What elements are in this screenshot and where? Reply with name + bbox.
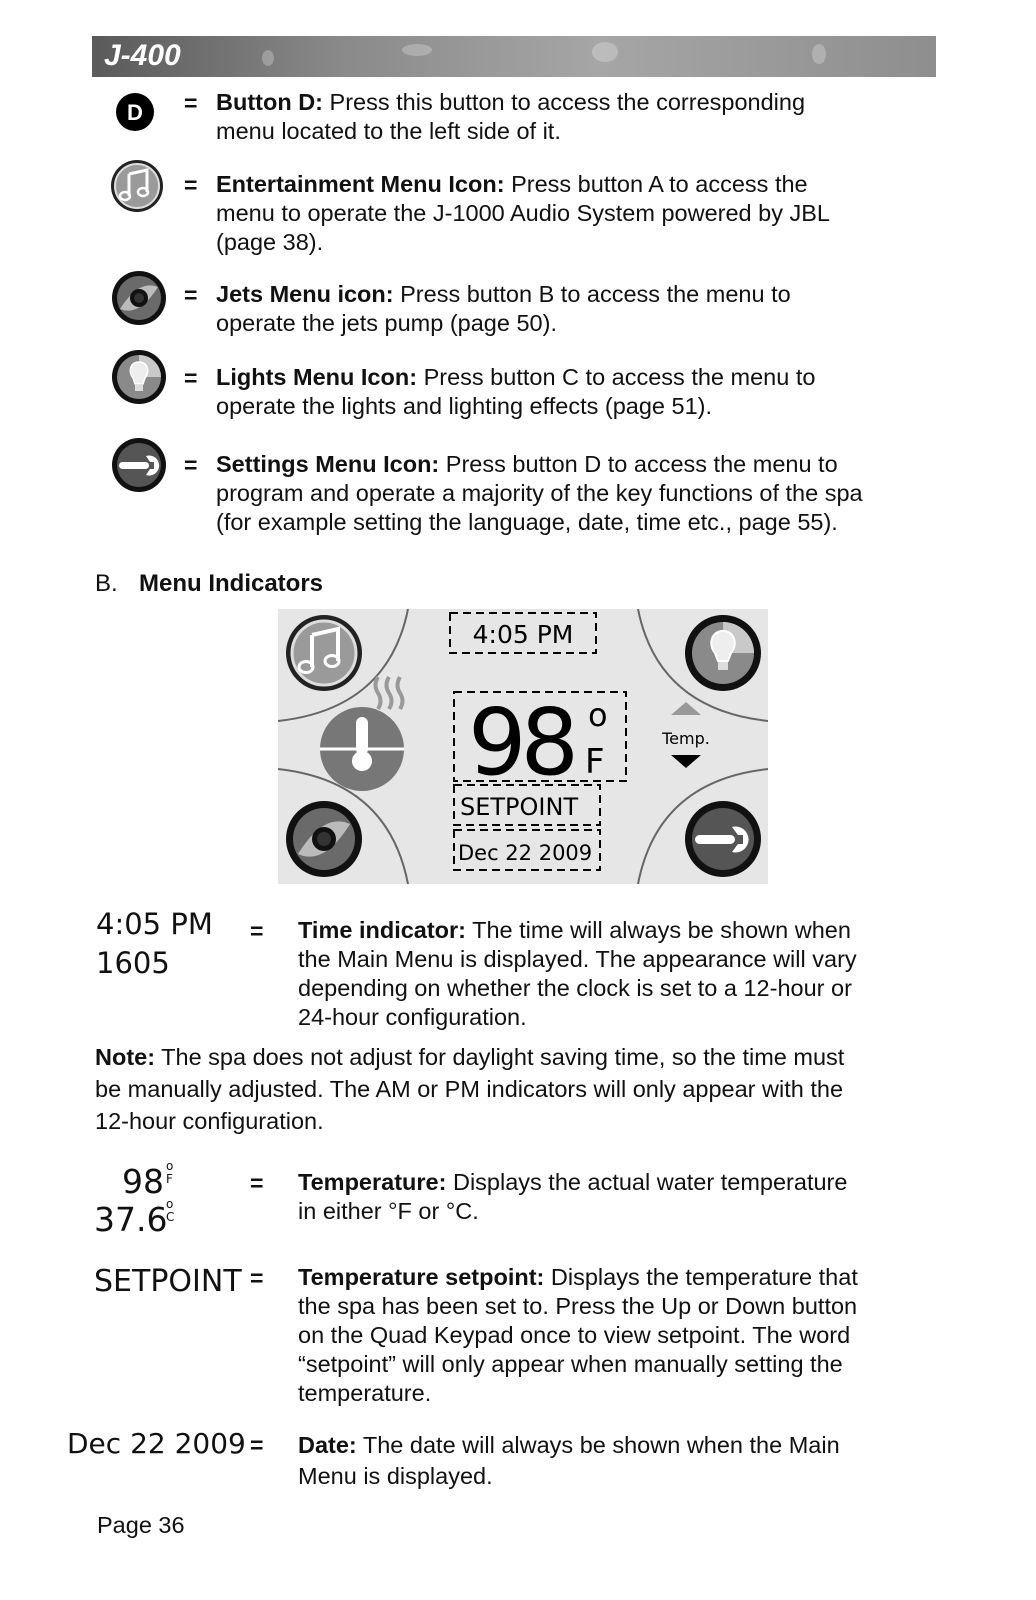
definition-line: the spa has been set to. Press the Up or Down button [298, 1293, 858, 1319]
section-letter: B. [95, 570, 118, 597]
definition-term: Button D: [216, 89, 324, 115]
model-title: J-400 [104, 39, 181, 72]
definition-term: Settings Menu Icon: [216, 451, 440, 477]
water-drop-decoration [592, 42, 618, 62]
equals-sign: = [250, 1170, 264, 1196]
temperature-unit-f: o F [166, 1159, 174, 1186]
setpoint-sample: SETPOINT [94, 1264, 242, 1299]
equals-sign: = [184, 452, 198, 478]
definition-text [298, 1168, 847, 1226]
daylight-saving-note [95, 1041, 945, 1137]
display-time: 4:05 PM [472, 620, 574, 649]
definition-line: Press button D to access the menu to [445, 451, 838, 477]
definition-line: (page 38). [216, 229, 324, 255]
main-menu-display [278, 609, 768, 884]
display-unit: F [585, 742, 605, 782]
equals-sign: = [250, 1265, 264, 1291]
button-d-glyph: D [127, 100, 143, 125]
definition-line: program and operate a majority of the key functions of the spa [216, 480, 863, 506]
definition-line: menu to operate the J-1000 Audio System powered by JBL [216, 200, 830, 226]
light-bulb-icon [110, 348, 168, 406]
definition-text [298, 1263, 858, 1408]
definition-line: “setpoint” will only appear when manually setting the [298, 1351, 843, 1377]
section-heading [95, 570, 323, 598]
wrench-icon [685, 801, 761, 877]
definition-text [298, 1430, 840, 1492]
definition-line: in either °F or °C. [298, 1198, 479, 1224]
definition-line: Press this button to access the corresponding [329, 89, 806, 115]
equals-sign: = [184, 90, 198, 116]
display-temperature: 98 [468, 689, 574, 796]
definition-text [216, 450, 863, 537]
definition-line: Press button B to access the menu to [400, 281, 791, 307]
definition-term: Time indicator: [298, 917, 467, 943]
definition-term: Temperature setpoint: [298, 1264, 545, 1290]
note-line: 12-hour configuration. [95, 1108, 324, 1134]
definition-line: menu located to the left side of it. [216, 118, 561, 144]
definition-text [216, 363, 815, 421]
time-sample-12h: 4:05 PM [96, 907, 213, 941]
definition-line: operate the jets pump (page 50). [216, 310, 557, 336]
equals-sign: = [184, 365, 198, 391]
definition-line: The date will always be shown when the Main [362, 1432, 840, 1458]
display-date: Dec 22 2009 [458, 841, 593, 865]
definition-term: Date: [298, 1432, 357, 1458]
light-bulb-icon [685, 615, 761, 691]
definition-line: Press button C to access the menu to [423, 364, 816, 390]
equals-sign: = [250, 918, 264, 944]
display-degree: o [588, 696, 608, 734]
definition-line: depending on whether the clock is set to a 12-hour or [298, 975, 852, 1001]
definition-term: Lights Menu Icon: [216, 364, 418, 390]
definition-text [298, 916, 857, 1032]
definition-line: Displays the actual water temperature [452, 1169, 848, 1195]
definition-line: 24-hour configuration. [298, 1004, 527, 1030]
definition-term: Temperature: [298, 1169, 447, 1195]
definition-line: (for example setting the language, date, time etc., page 55). [216, 509, 838, 535]
jets-icon [110, 269, 168, 327]
wrench-icon [110, 436, 168, 494]
water-drop-decoration [402, 44, 432, 56]
definition-text [216, 88, 805, 146]
definition-term: Entertainment Menu Icon: [216, 171, 505, 197]
temperature-sample-f: 98 [122, 1162, 164, 1201]
display-setpoint: SETPOINT [460, 793, 579, 821]
note-line: be manually adjusted. The AM or PM indicators will only appear with the [95, 1076, 844, 1102]
equals-sign: = [184, 172, 198, 198]
definition-line: Press button A to access the [511, 171, 808, 197]
date-sample: Dec 22 2009 [67, 1427, 246, 1460]
definition-line: operate the lights and lighting effects (page 51). [216, 393, 713, 419]
equals-sign: = [250, 1432, 264, 1458]
time-sample-24h: 1605 [96, 946, 170, 980]
music-note-icon [286, 615, 362, 691]
definition-line: on the Quad Keypad once to view setpoint. The word [298, 1322, 851, 1348]
definition-line: Menu is displayed. [298, 1463, 493, 1489]
equals-sign: = [184, 282, 198, 308]
button-d-icon [114, 91, 156, 133]
music-note-icon [109, 158, 165, 214]
section-title: Menu Indicators [139, 570, 324, 597]
definition-term: Jets Menu icon: [216, 281, 394, 307]
definition-line: temperature. [298, 1380, 432, 1406]
definition-line: Displays the temperature that [550, 1264, 858, 1290]
note-term: Note: [95, 1044, 156, 1070]
page-header-bar [92, 36, 936, 77]
water-drop-decoration [812, 44, 826, 64]
temperature-unit-c: o C [166, 1197, 175, 1224]
note-line: The spa does not adjust for daylight saving time, so the time must [161, 1044, 845, 1070]
definition-line: the Main Menu is displayed. The appearance will vary [298, 946, 857, 972]
water-drop-decoration [262, 50, 274, 66]
page-number: Page 36 [97, 1512, 185, 1538]
temperature-sample-c: 37.6 [94, 1200, 168, 1239]
jets-icon [286, 801, 362, 877]
temp-label: Temp. [662, 729, 710, 748]
definition-line: The time will always be shown when [472, 917, 851, 943]
definition-text [216, 280, 791, 338]
definition-text [216, 170, 830, 257]
